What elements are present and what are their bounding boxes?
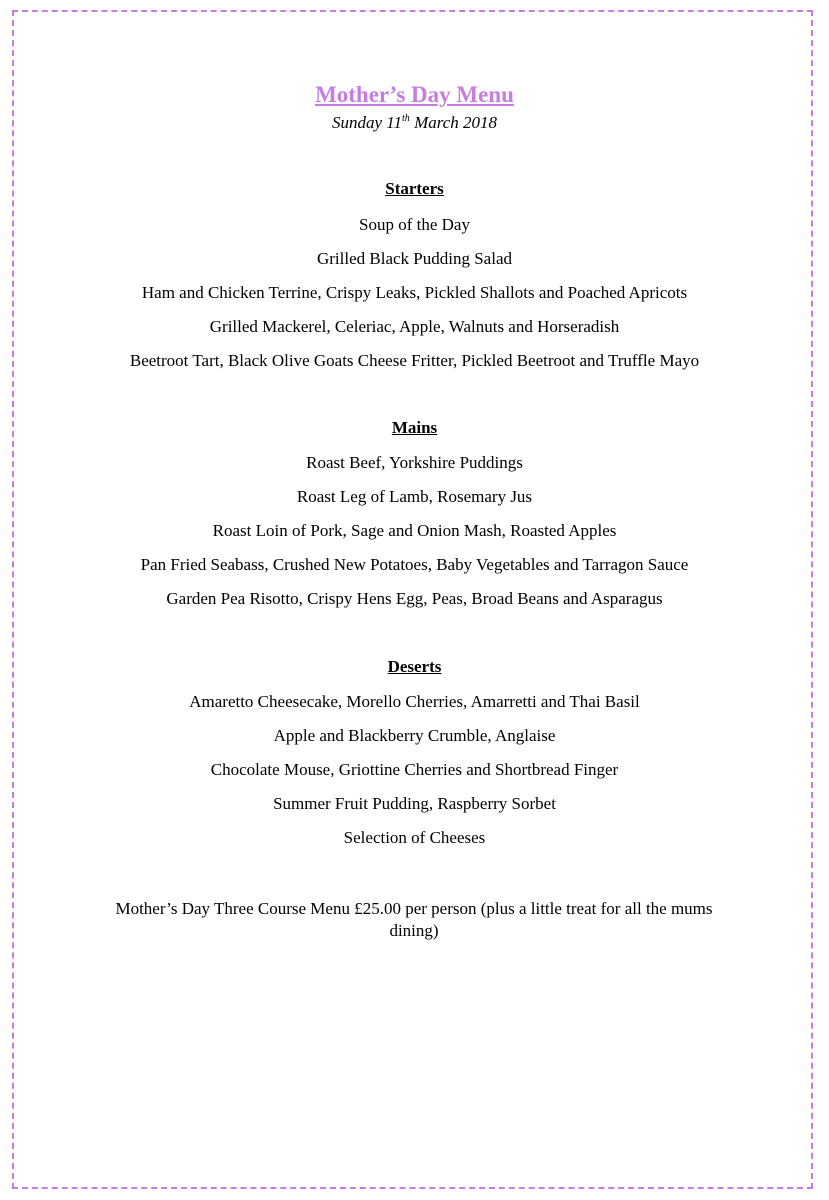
- menu-date-suffix: th: [402, 113, 410, 124]
- price-note: Mother’s Day Three Course Menu £25.00 per person (plus a little treat for all the mums dining): [115, 899, 713, 940]
- starters-item: Ham and Chicken Terrine, Crispy Leaks, Pickled Shallots and Poached Apricots: [141, 283, 688, 302]
- deserts-item: Summer Fruit Pudding, Raspberry Sorbet: [273, 794, 556, 813]
- starters-item: Beetroot Tart, Black Olive Goats Cheese Fritter, Pickled Beetroot and Truffle Mayo: [129, 351, 700, 370]
- deserts-heading: Deserts: [387, 657, 442, 676]
- mains-item: Roast Loin of Pork, Sage and Onion Mash, Roasted Apples: [212, 521, 617, 540]
- starters-item: Soup of the Day: [359, 215, 470, 234]
- deserts-item: Apple and Blackberry Crumble, Anglaise: [273, 726, 556, 745]
- menu-date: [14, 113, 815, 133]
- mains-item: Garden Pea Risotto, Crispy Hens Egg, Peas, Broad Beans and Asparagus: [166, 589, 663, 608]
- deserts-item: Amaretto Cheesecake, Morello Cherries, Amarretti and Thai Basil: [189, 692, 640, 711]
- starters-heading: Starters: [385, 179, 444, 198]
- deserts-item: Chocolate Mouse, Griottine Cherries and Shortbread Finger: [210, 760, 619, 779]
- starters-item: Grilled Mackerel, Celeriac, Apple, Walnuts and Horseradish: [209, 317, 620, 336]
- mains-item: Roast Leg of Lamb, Rosemary Jus: [296, 487, 533, 506]
- mains-item: Pan Fried Seabass, Crushed New Potatoes, Baby Vegetables and Tarragon Sauce: [140, 555, 689, 574]
- mains-item: Roast Beef, Yorkshire Puddings: [306, 453, 523, 472]
- menu-date-rest: March 2018: [409, 113, 498, 132]
- starters-item: Grilled Black Pudding Salad: [316, 249, 512, 268]
- menu-title: Mother’s Day Menu: [315, 82, 514, 107]
- deserts-item: Selection of Cheeses: [343, 828, 486, 847]
- mains-heading: Mains: [391, 418, 438, 437]
- menu-date-prefix: Sunday 11: [331, 113, 403, 132]
